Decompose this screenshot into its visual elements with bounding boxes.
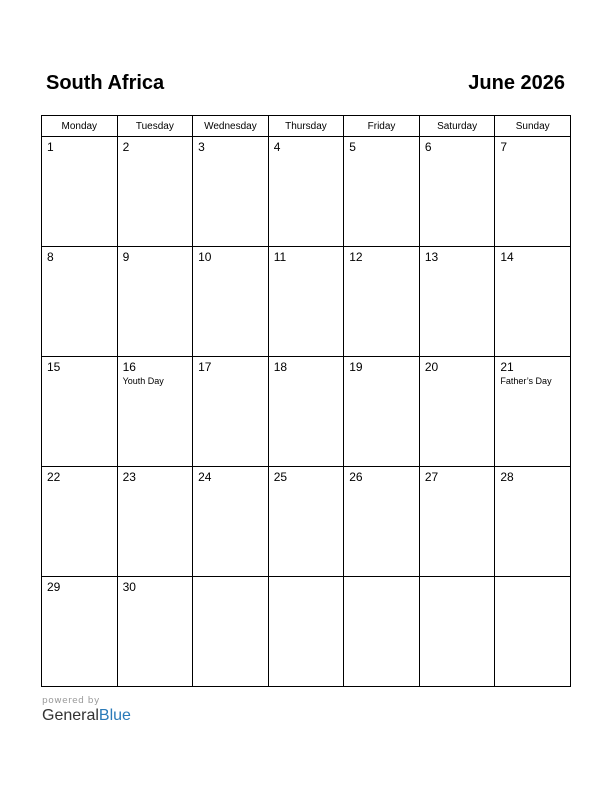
day-number: 11 (273, 250, 287, 264)
day-cell (193, 467, 269, 577)
day-cell (268, 247, 344, 357)
day-number: 13 (424, 250, 439, 264)
weekday-header: Wednesday (193, 116, 269, 137)
day-number: 14 (500, 250, 514, 264)
day-number: 29 (47, 580, 61, 594)
weekday-header: Monday (42, 116, 118, 137)
day-number: 1 (47, 140, 54, 154)
day-cell (344, 577, 420, 687)
day-number: 18 (273, 360, 288, 374)
brand-blue-text: Blue (98, 707, 131, 724)
day-cell (344, 357, 420, 467)
day-cell (419, 577, 495, 687)
weekday-header: Sunday (495, 116, 571, 137)
day-cell (419, 137, 495, 247)
country-title: South Africa (46, 72, 165, 94)
day-number: 28 (500, 470, 514, 484)
day-number: 22 (47, 470, 61, 484)
weekday-header: Thursday (268, 116, 344, 137)
day-number: 27 (424, 470, 439, 484)
day-number: 24 (198, 470, 212, 484)
brand-logo[interactable] (42, 707, 131, 725)
powered-by-text: powered by (42, 696, 100, 706)
day-number: 5 (349, 140, 356, 154)
day-number: 19 (349, 360, 363, 374)
day-number: 6 (424, 140, 432, 154)
day-cell (495, 247, 571, 357)
day-number: 17 (198, 360, 212, 374)
holiday-label: Youth Day (122, 376, 164, 386)
day-number: 4 (273, 140, 281, 154)
day-cell (117, 357, 193, 467)
day-cell (117, 577, 193, 687)
week-row (42, 467, 571, 577)
day-cell (42, 247, 118, 357)
day-cell (344, 137, 420, 247)
day-cell (117, 137, 193, 247)
day-cell (419, 247, 495, 357)
day-number: 26 (349, 470, 363, 484)
calendar-grid (41, 115, 571, 687)
day-cell (495, 357, 571, 467)
brand-general-text: General (42, 707, 99, 724)
day-number: 25 (273, 470, 288, 484)
day-cell (419, 467, 495, 577)
weekday-header-row (42, 116, 571, 137)
day-cell (419, 357, 495, 467)
day-cell (42, 357, 118, 467)
week-row (42, 247, 571, 357)
day-cell (344, 247, 420, 357)
day-cell (495, 467, 571, 577)
week-row (42, 137, 571, 247)
day-number: 8 (47, 250, 54, 264)
day-cell (42, 137, 118, 247)
day-number: 7 (500, 140, 508, 154)
day-number: 23 (122, 470, 136, 484)
day-number: 30 (122, 580, 136, 594)
weekday-header: Saturday (419, 116, 495, 137)
day-number: 10 (198, 250, 212, 264)
day-cell (193, 247, 269, 357)
holiday-label: Father’s Day (500, 376, 552, 386)
day-cell (193, 357, 269, 467)
week-row (42, 357, 571, 467)
day-cell (42, 467, 118, 577)
day-cell (344, 467, 420, 577)
weekday-header: Friday (344, 116, 420, 137)
day-cell (42, 577, 118, 687)
footer-branding (42, 696, 131, 725)
day-cell (117, 247, 193, 357)
day-cell (193, 137, 269, 247)
month-year-title: June 2026 (468, 72, 565, 94)
day-number: 3 (198, 140, 205, 154)
day-number: 12 (349, 250, 363, 264)
week-row (42, 577, 571, 687)
day-cell (193, 577, 269, 687)
day-number: 15 (47, 360, 61, 374)
weekday-header: Tuesday (117, 116, 193, 137)
day-cell (268, 137, 344, 247)
day-number: 20 (424, 360, 439, 374)
day-cell (268, 357, 344, 467)
day-cell (495, 137, 571, 247)
day-number: 2 (122, 140, 130, 154)
day-number: 21 (500, 360, 514, 374)
day-number: 9 (122, 250, 130, 264)
day-cell (268, 467, 344, 577)
day-number: 16 (122, 360, 136, 374)
day-cell (117, 467, 193, 577)
day-cell (268, 577, 344, 687)
day-cell (495, 577, 571, 687)
